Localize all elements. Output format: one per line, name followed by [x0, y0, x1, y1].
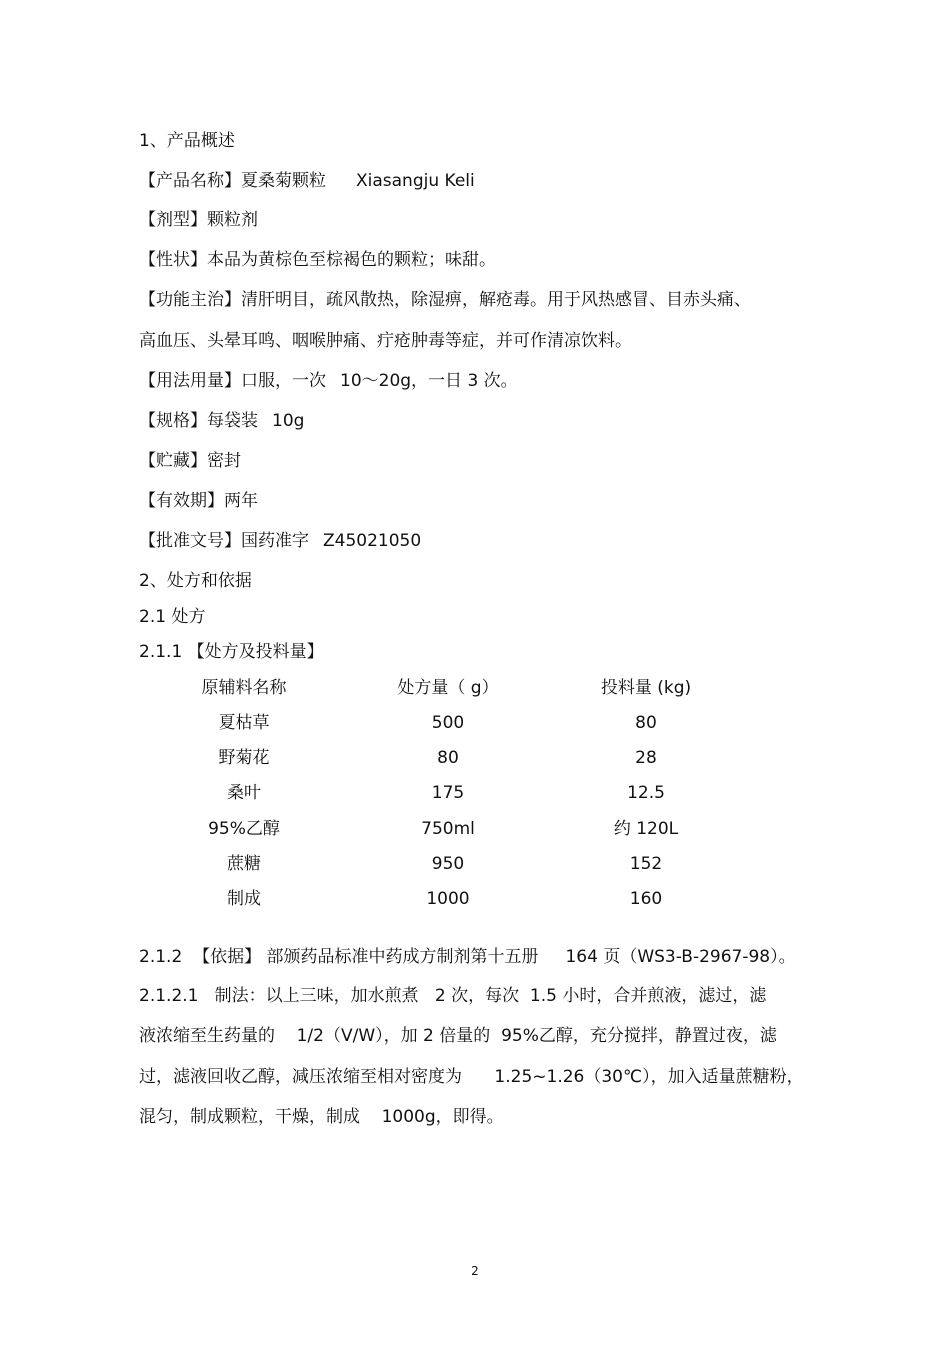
specification-line	[139, 410, 304, 432]
validity-line: 【有效期】两年	[139, 491, 258, 511]
approval-line	[139, 530, 421, 552]
table-header-cell: 原辅料名称	[201, 678, 287, 698]
table-cell: 蔗糖	[227, 854, 261, 874]
table-cell: 1000	[426, 889, 470, 909]
method-line-1: 2.1.2.1 制法：以上三味，加水煎煮 2 次，每次 1.5 小时，合并煎液，滤过，滤	[139, 986, 767, 1006]
section-heading-prescription: 2、处方和依据	[139, 571, 252, 591]
product-name-line	[139, 170, 475, 192]
product-name-value: 夏桑菊颗粒	[241, 171, 326, 191]
table-cell: 152	[629, 854, 663, 874]
table-row	[139, 782, 779, 804]
table-cell: 750ml	[421, 819, 475, 839]
specification-label: 【规格】每袋装	[139, 411, 258, 431]
table-cell: 制成	[227, 889, 261, 909]
approval-label: 【批准文号】国药准字	[139, 531, 309, 551]
table-cell: 12.5	[627, 783, 665, 803]
approval-value: Z45021050	[323, 531, 422, 551]
table-cell: 160	[629, 889, 663, 909]
table-cell: 80	[635, 713, 657, 733]
table-cell: 950	[431, 854, 465, 874]
dosage-label: 【用法用量】口服，一次	[139, 371, 326, 391]
table-cell: 夏枯草	[218, 713, 270, 733]
appearance-line: 【性状】本品为黄棕色至棕褐色的颗粒；味甜。	[139, 250, 496, 270]
table-row	[139, 888, 779, 910]
table-header-cell: 处方量（ g）	[397, 678, 499, 698]
table-cell: 80	[437, 748, 459, 768]
section-heading-overview: 1、产品概述	[139, 131, 235, 151]
product-name-pinyin: Xiasangju Keli	[356, 171, 475, 191]
table-row	[139, 853, 779, 875]
method-line-2: 液浓缩至生药量的 1/2（V/W），加 2 倍量的 95%乙醇，充分搅拌，静置过夜，滤	[139, 1026, 777, 1046]
method-line-3: 过，滤液回收乙醇，减压浓缩至相对密度为 1.25~1.26（30℃），加入适量蔗糖粉，	[139, 1067, 804, 1087]
function-line-1: 【功能主治】清肝明目，疏风散热，除湿痹，解疮毒。用于风热感冒、目赤头痛、	[139, 290, 751, 310]
table-row	[139, 818, 779, 840]
table-cell: 野菊花	[218, 748, 270, 768]
table-cell: 500	[431, 713, 465, 733]
storage-line: 【贮藏】密封	[139, 451, 241, 471]
table-cell: 175	[431, 783, 465, 803]
function-line-2: 高血压、头晕耳鸣、咽喉肿痛、疔疮肿毒等症，并可作清凉饮料。	[139, 331, 632, 351]
table-cell: 28	[635, 748, 657, 768]
subsubsection-heading-quantities: 2.1.1 【处方及投料量】	[139, 642, 324, 662]
table-cell: 约 120L	[613, 819, 679, 839]
product-name-label: 【产品名称】	[139, 171, 241, 191]
method-line-4: 混匀，制成颗粒，干燥，制成 1000g，即得。	[139, 1107, 504, 1127]
dosage-line	[139, 370, 518, 392]
subsection-heading-prescription: 2.1 处方	[139, 607, 206, 627]
dosage-form-line: 【剂型】颗粒剂	[139, 210, 258, 230]
page-number: 2	[471, 1264, 479, 1278]
table-cell: 95%乙醇	[208, 819, 280, 839]
specification-value: 10g	[272, 411, 305, 431]
table-cell: 桑叶	[227, 783, 261, 803]
table-header-row	[139, 677, 779, 699]
table-row	[139, 747, 779, 769]
table-row	[139, 712, 779, 734]
dosage-value: 10～20g，一日 3 次。	[340, 371, 518, 391]
basis-line: 2.1.2 【依据】 部颁药品标准中药成方制剂第十五册 164 页（WS3-B-2967-98）。	[139, 947, 796, 967]
table-header-cell: 投料量 (kg)	[600, 678, 692, 698]
